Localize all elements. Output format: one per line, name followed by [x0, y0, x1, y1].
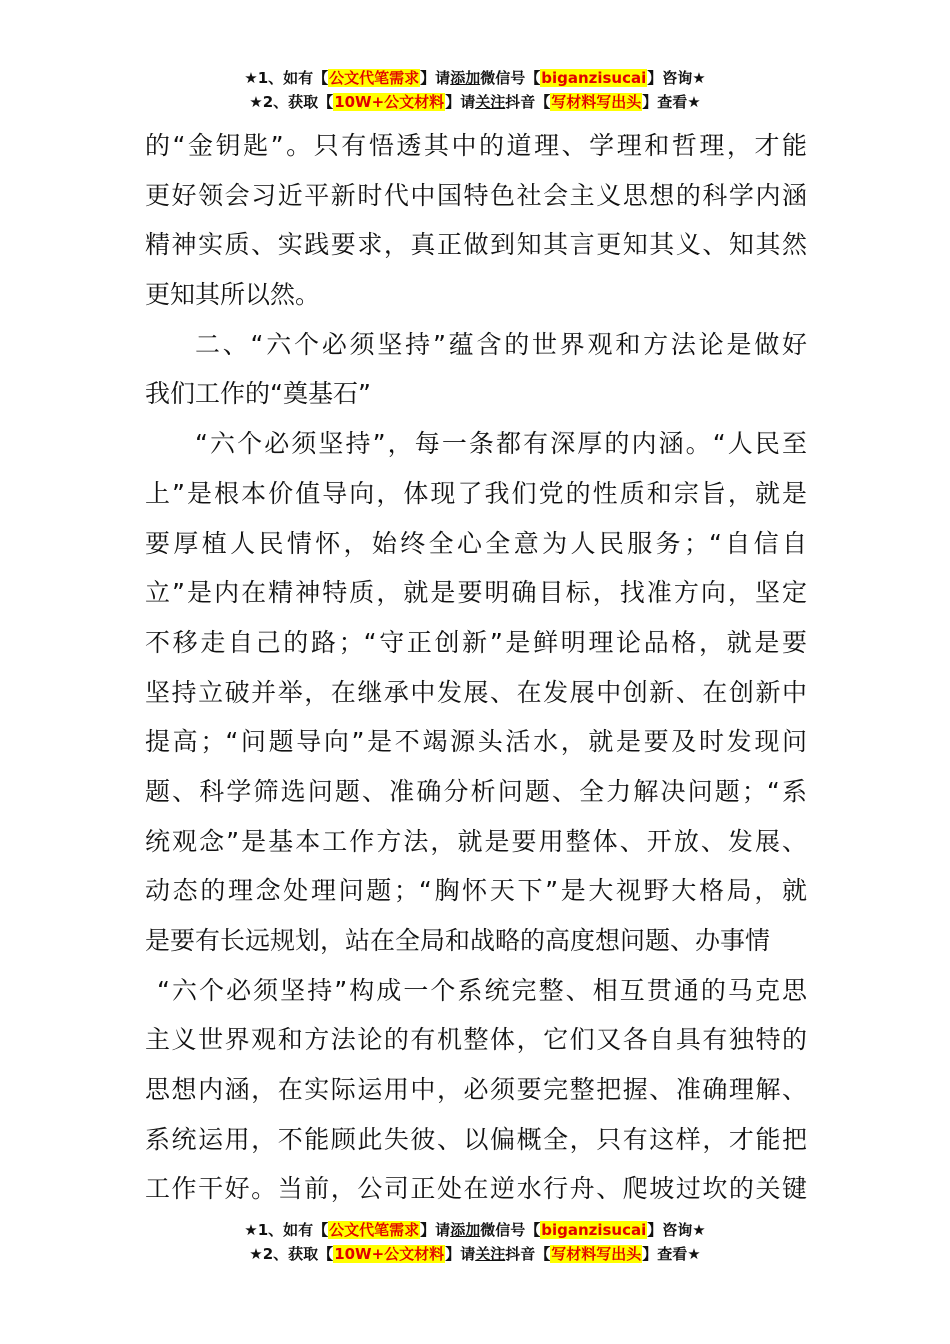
promo-text: ★1、如有【 — [244, 69, 329, 87]
body-line: “六个必须坚持”构成一个系统完整、相互贯通的马克思 — [157, 975, 807, 1005]
body-line: 题、科学筛选问题、准确分析问题、全力解决问题；“系 — [145, 776, 807, 806]
highlight-text: 10W+公文材料 — [334, 1245, 445, 1263]
promo-line-2 — [0, 1242, 950, 1266]
promo-text: 】咨询★ — [647, 1221, 706, 1239]
highlight-text: 10W+公文材料 — [334, 93, 445, 111]
promo-line-1 — [0, 1218, 950, 1242]
body-line: 精神实质、实践要求，真正做到知其言更知其义、知其然 — [145, 230, 807, 260]
promo-text: 】请 — [420, 1221, 451, 1239]
promo-line-2 — [0, 90, 950, 114]
douyin-account: 写材料写出头 — [551, 93, 642, 111]
emphasis-text: 关注 — [475, 93, 506, 111]
body-line: 的“金钥匙”。只有悟透其中的道理、学理和哲理，才能 — [145, 131, 807, 160]
body-line: 思想内涵，在实际运用中，必须要完整把握、准确理解、 — [145, 1075, 807, 1105]
body-line: 要厚植人民情怀，始终全心全意为人民服务；“自信自 — [145, 528, 807, 558]
promo-text: ★2、获取【 — [249, 1245, 334, 1263]
body-line: 不移走自己的路；“守正创新”是鲜明理论品格，就是要 — [145, 627, 807, 657]
promo-line-1 — [0, 66, 950, 90]
promo-banner-bottom — [0, 1218, 950, 1266]
body-line: 是要有长远规划，站在全局和战略的高度想问题、办事情 — [145, 926, 771, 955]
document-body — [145, 121, 807, 1214]
promo-banner-top — [0, 66, 950, 114]
wechat-id: biganzisucai — [541, 69, 647, 87]
promo-text: 微信号【 — [480, 69, 541, 87]
body-line: 统观念”是基本工作方法，就是要用整体、开放、发展、 — [145, 826, 807, 856]
promo-text: ★1、如有【 — [244, 1221, 329, 1239]
promo-text: 】请 — [420, 69, 451, 87]
body-line: 主义世界观和方法论的有机整体，它们又各自具有独特的 — [145, 1025, 807, 1055]
promo-text: 】请 — [445, 93, 476, 111]
body-line: 更知其所以然。 — [145, 280, 321, 310]
section-heading-line: 我们工作的“奠基石” — [145, 379, 371, 409]
body-line: 动态的理念处理问题；“胸怀天下”是大视野大格局，就 — [145, 876, 807, 906]
body-line: 更好领会习近平新时代中国特色社会主义思想的科学内涵 — [145, 180, 807, 210]
body-line: 上”是根本价值导向，体现了我们党的性质和宗旨，就是 — [145, 478, 807, 508]
body-line: 提高；“问题导向”是不竭源头活水，就是要及时发现问 — [145, 727, 807, 757]
body-line: 系统运用，不能顾此失彼、以偏概全，只有这样，才能把 — [145, 1124, 807, 1154]
promo-text: 】咨询★ — [647, 69, 706, 87]
promo-text: 】查看★ — [642, 1245, 701, 1263]
promo-text: 抖音【 — [505, 1245, 551, 1263]
body-line: “六个必须坚持”，每一条都有深厚的内涵。“人民至 — [195, 429, 807, 459]
highlight-text: 公文代笔需求 — [329, 69, 420, 87]
promo-text: 】查看★ — [642, 93, 701, 111]
douyin-account: 写材料写出头 — [551, 1245, 642, 1263]
highlight-text: 公文代笔需求 — [329, 1221, 420, 1239]
promo-text: 抖音【 — [505, 93, 551, 111]
emphasis-text: 添加 — [450, 1221, 481, 1239]
emphasis-text: 关注 — [475, 1245, 506, 1263]
promo-text: 】请 — [445, 1245, 476, 1263]
emphasis-text: 添加 — [450, 69, 481, 87]
wechat-id: biganzisucai — [541, 1221, 647, 1239]
promo-text: ★2、获取【 — [249, 93, 334, 111]
promo-text: 微信号【 — [480, 1221, 541, 1239]
body-line: 坚持立破并举，在继承中发展、在发展中创新、在创新中 — [145, 677, 807, 707]
body-line: 工作干好。当前，公司正处在逆水行舟、爬坡过坎的关键 — [145, 1174, 807, 1204]
section-heading-line: 二、“六个必须坚持”蕴含的世界观和方法论是做好 — [195, 329, 807, 359]
body-line: 立”是内在精神特质，就是要明确目标，找准方向，坚定 — [145, 578, 807, 608]
